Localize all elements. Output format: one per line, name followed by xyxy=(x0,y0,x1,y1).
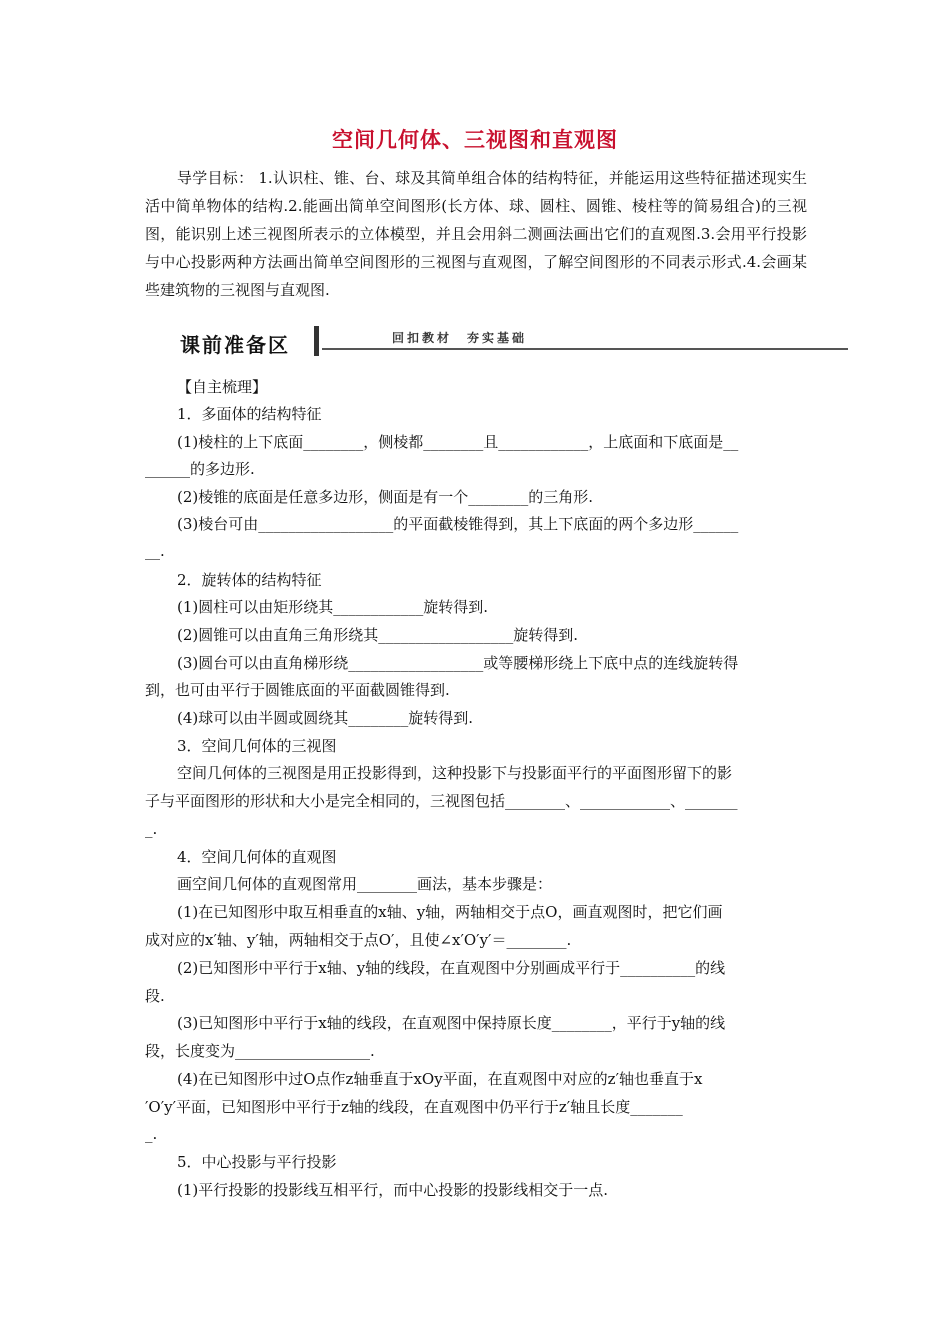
learning-objectives: 导学目标： 1.认识柱、锥、台、球及其简单组合体的结构特征，并能运用这些特征描述现实生活中简单物体的结构.2.能画出简单空间图形(长方体、球、圆柱、圆锥、棱柱等的简易组合)的三视图，能识别上述三视图所表示的立体模型，并且会用斜二测画法画出它们的直观图.3.会用平行投影与中心投影两种方法画出简单空间图形的三视图与直观图，了解空间图形的不同表示形式.4.会画某些建筑物的三视图与直观图. xyxy=(145,169,807,299)
text-line: (1)平行投影的投影线互相平行，而中心投影的投影线相交于一点. xyxy=(177,1181,609,1199)
banner-divider xyxy=(314,326,319,356)
text-line: (2)圆锥可以由直角三角形绕其__________________旋转得到. xyxy=(177,626,579,644)
text-line: (1)棱柱的上下底面________，侧棱都________且____________，上底面和下底面是__ xyxy=(177,433,739,451)
text-line: (2)棱锥的底面是任意多边形，侧面是有一个________的三角形. xyxy=(177,488,594,506)
text-line: 到，也可由平行于圆锥底面的平面截圆锥得到. xyxy=(145,681,450,699)
text-line: __. xyxy=(145,542,165,560)
text-line: 成对应的x′轴、y′轴，两轴相交于点O′，且使∠x′O′y′＝________. xyxy=(145,931,572,949)
text-line: 画空间几何体的直观图常用________画法，基本步骤是： xyxy=(177,875,553,893)
heading-2: 2．旋转体的结构特征 xyxy=(177,571,322,589)
text-line: 段，长度变为__________________. xyxy=(145,1042,375,1060)
banner-title: 课前准备区 xyxy=(180,333,290,357)
section-label: 【自主梳理】 xyxy=(177,378,268,396)
banner-subtitle: 回扣教材 夯实基础 xyxy=(392,331,528,345)
section-banner xyxy=(180,326,848,356)
heading-4: 4．空间几何体的直观图 xyxy=(177,848,337,866)
text-line: (3)已知图形中平行于x轴的线段，在直观图中保持原长度________，平行于y轴的线 xyxy=(177,1014,726,1032)
text-line: (3)棱台可由__________________的平面截棱锥得到，其上下底面的两个多边形______ xyxy=(177,515,739,533)
text-line: (1)在已知图形中取互相垂直的x轴、y轴，两轴相交于点O，画直观图时，把它们画 xyxy=(177,903,723,921)
text-line: (3)圆台可以由直角梯形绕__________________或等腰梯形绕上下底中点的连线旋转得 xyxy=(177,654,739,672)
text-line: (4)球可以由半圆或圆绕其________旋转得到. xyxy=(177,709,474,727)
text-line: (1)圆柱可以由矩形绕其____________旋转得到. xyxy=(177,598,489,616)
heading-3: 3．空间几何体的三视图 xyxy=(177,737,337,755)
text-line: (4)在已知图形中过O点作z轴垂直于xOy平面，在直观图中对应的z′轴也垂直于x xyxy=(177,1070,703,1088)
banner-rule xyxy=(322,348,848,350)
text-line: ′O′y′平面，已知图形中平行于z轴的线段，在直观图中仍平行于z′轴且长度_______ xyxy=(145,1098,683,1116)
text-line: 子与平面图形的形状和大小是完全相同的，三视图包括________、____________、_______ xyxy=(145,792,738,810)
text-line: _. xyxy=(145,1125,158,1143)
heading-1: 1．多面体的结构特征 xyxy=(177,405,322,423)
text-line: ______的多边形. xyxy=(145,460,255,478)
text-line: 空间几何体的三视图是用正投影得到，这种投影下与投影面平行的平面图形留下的影 xyxy=(177,764,733,782)
text-line: 段. xyxy=(145,987,165,1005)
page-title: 空间几何体、三视图和直观图 xyxy=(332,128,618,152)
heading-5: 5．中心投影与平行投影 xyxy=(177,1153,337,1171)
text-line: (2)已知图形中平行于x轴、y轴的线段，在直观图中分别画成平行于__________的线 xyxy=(177,959,726,977)
text-line: _. xyxy=(145,820,158,838)
